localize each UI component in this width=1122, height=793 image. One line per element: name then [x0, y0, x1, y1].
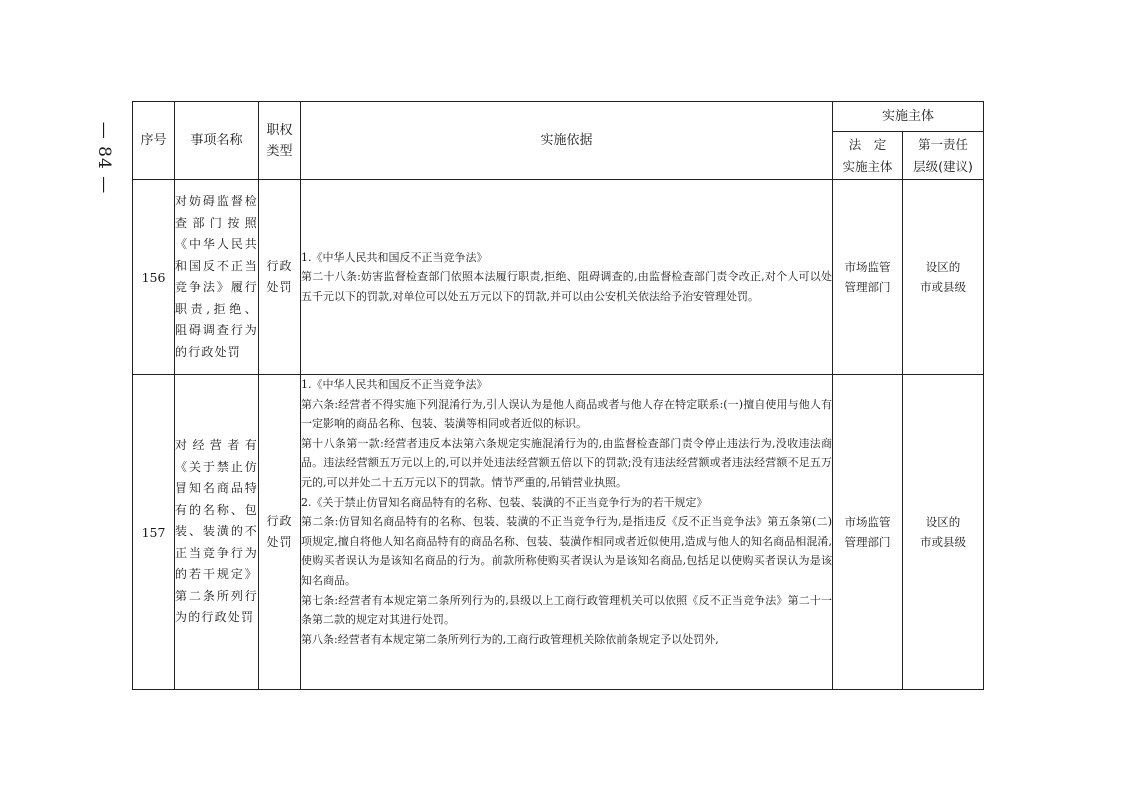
header-legal-entity: 法 定 实施主体	[833, 132, 903, 180]
header-row-1	[133, 102, 984, 132]
header-name: 事项名称	[175, 102, 259, 180]
header-entity-group: 实施主体	[833, 102, 984, 132]
header-type: 职权 类型	[259, 102, 301, 180]
table-row	[133, 375, 984, 690]
header-responsibility-level: 第一责任 层级(建议)	[903, 132, 984, 180]
table-row	[133, 180, 984, 375]
power-type: 行政 处罚	[259, 180, 301, 375]
page-number: — 84 —	[94, 121, 115, 195]
implementation-basis: 1.《中华人民共和国反不正当竞争法》 第二十八条:妨害监督检查部门依照本法履行职责,拒绝、阻碍调查的,由监督检查部门责令改正,对个人可以处五千元以下的罚款,对单位可以处五万元以下的罚款,并可以由公安机关依法给予治安管理处罚。	[301, 180, 833, 375]
responsibility-level: 设区的 市或县级	[903, 375, 984, 690]
matter-name: 对妨碍监督检查部门按照《中华人民共和国反不正当竞争法》履行职责,拒绝、阻碍调查行为的行政处罚	[175, 180, 259, 375]
legal-entity: 市场监管 管理部门	[833, 180, 903, 375]
row-number: 157	[133, 375, 175, 690]
row-number: 156	[133, 180, 175, 375]
header-basis: 实施依据	[301, 102, 833, 180]
matter-name: 对经营者有《关于禁止仿冒知名商品特有的名称、包装、装潢的不正当竞争行为的若干规定》第二条所列行为的行政处罚	[175, 375, 259, 690]
administrative-matters-table	[132, 101, 984, 690]
responsibility-level: 设区的 市或县级	[903, 180, 984, 375]
header-no: 序号	[133, 102, 175, 180]
implementation-basis: 1.《中华人民共和国反不正当竞争法》 第六条:经营者不得实施下列混淆行为,引人误认为是他人商品或者与他人存在特定联系:(一)擅自使用与他人有一定影响的商品名称、包装、装潢等相同或者近似的标识。 第十八条第一款:经营者违反本法第六条规定实施混淆行为的,由监督检查部门责令停止违法行为,没收违法商品。违法经营额五万元以上的,可以并处违法经营额五倍以下的罚款;没有违法经营额或者违法经营额不足五万元的,可以并处二十五万元以下的罚款。情节严重的,吊销营业执照。 2.《关于禁止仿冒知名商品特有的名称、包装、装潢的不正当竞争行为的若干规定》 第二条:仿冒知名商品特有的名称、包装、装潢的不正当竞争行为,是指违反《反不正当竞争法》第五条第(二)项规定,擅自将他人知名商品特有的商品名称、包装、装潢作相同或者近似使用,造成与他人的知名商品相混淆,使购买者误认为是该知名商品的行为。前款所称使购买者误认为是该知名商品,包括足以使购买者误认为是该知名商品。 第七条:经营者有本规定第二条所列行为的,县级以上工商行政管理机关可以依照《反不正当竞争法》第二十一条第二款的规定对其进行处罚。 第八条:经营者有本规定第二条所列行为的,工商行政管理机关除依前条规定予以处罚外,	[301, 375, 833, 690]
power-type: 行政 处罚	[259, 375, 301, 690]
legal-entity: 市场监管 管理部门	[833, 375, 903, 690]
